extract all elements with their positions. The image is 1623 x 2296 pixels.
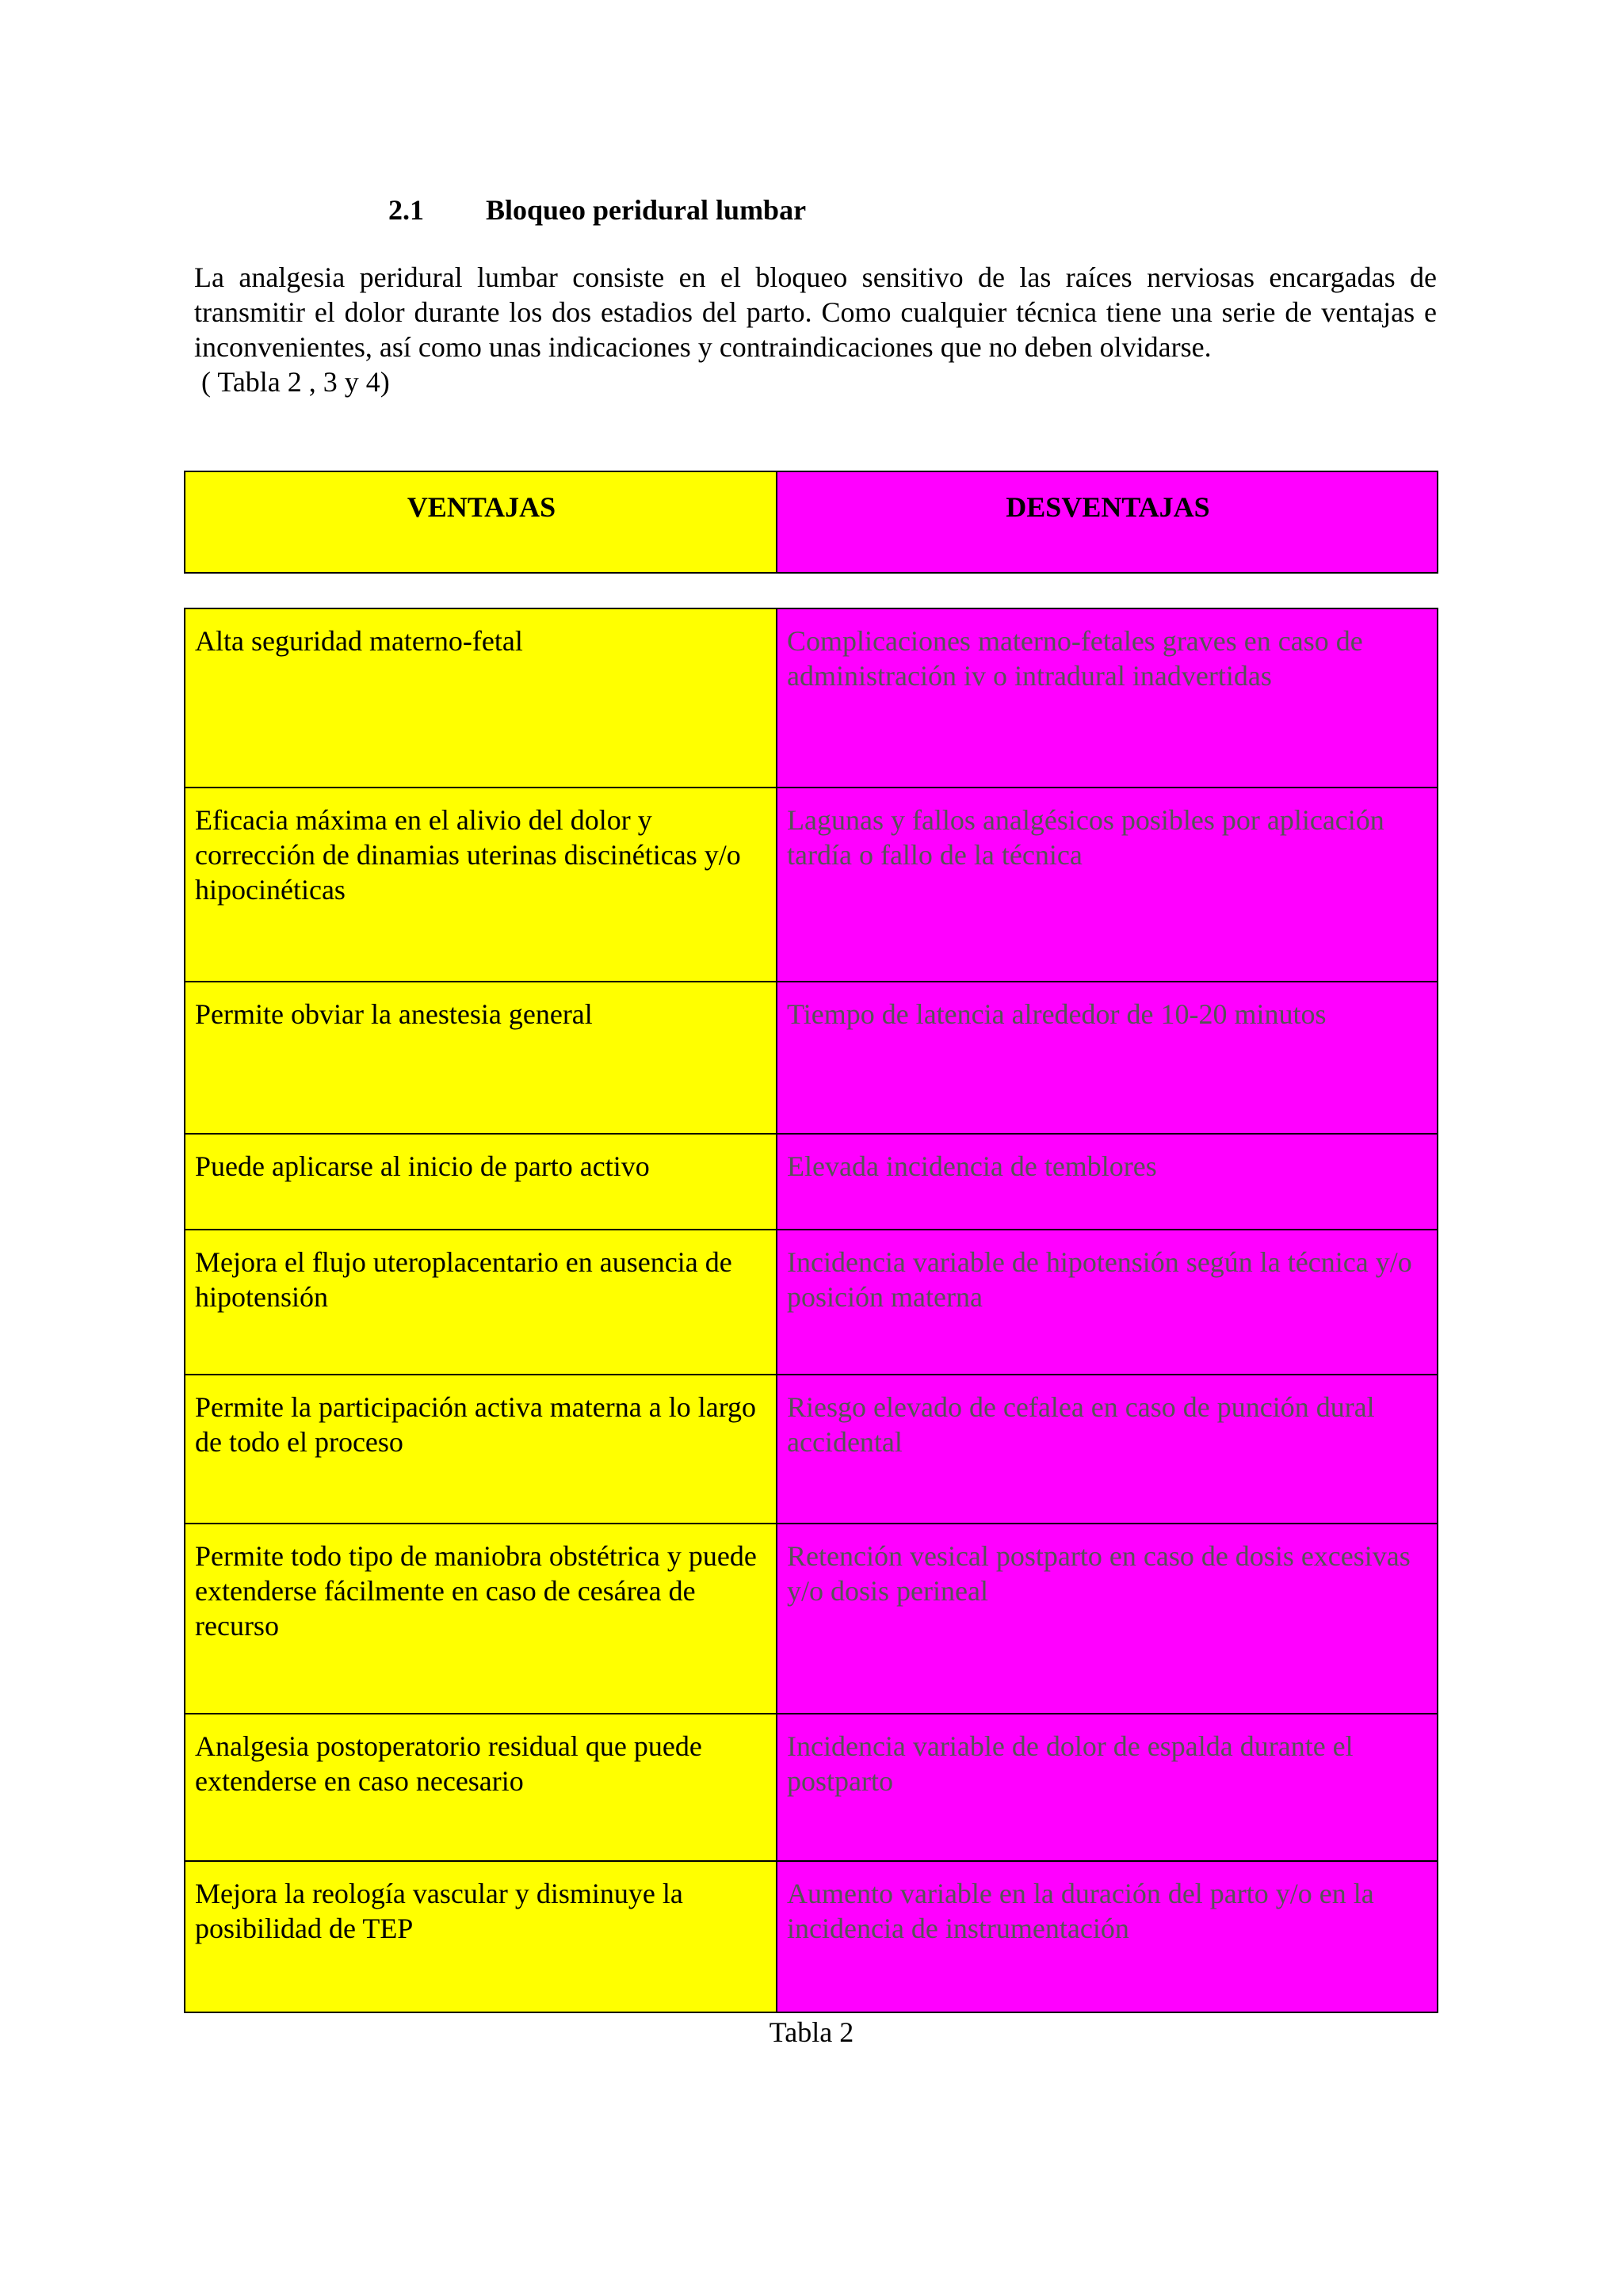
desventaja-cell: Retención vesical postparto en caso de dosis excesivas y/o dosis perineal <box>777 1524 1438 1714</box>
table-row <box>185 788 1438 982</box>
ventaja-cell: Alta seguridad materno-fetal <box>185 608 777 788</box>
ventaja-cell: Puede aplicarse al inicio de parto activo <box>185 1134 777 1230</box>
desventaja-cell: Tiempo de latencia alrededor de 10-20 minutos <box>777 982 1438 1134</box>
table-caption: Tabla 2 <box>769 2016 854 2048</box>
header-row <box>185 471 1438 573</box>
header-ventajas: VENTAJAS <box>185 471 777 573</box>
table-row <box>185 1714 1438 1861</box>
ventaja-cell: Permite obviar la anestesia general <box>185 982 777 1134</box>
desventaja-cell: Lagunas y fallos analgésicos posibles por aplicación tardía o fallo de la técnica <box>777 788 1438 982</box>
desventaja-cell: Incidencia variable de dolor de espalda durante el postparto <box>777 1714 1438 1861</box>
desventaja-cell: Riesgo elevado de cefalea en caso de punción dural accidental <box>777 1375 1438 1524</box>
intro-paragraph: La analgesia peridural lumbar consiste en el bloqueo sensitivo de las raíces nerviosas encargadas de transmitir el dolor durante los dos estadios del parto. Como cualquier técnica tiene una serie de ventajas e inconvenientes, así como unas indicaciones y contraindicaciones que no deben olvidarse. <box>194 261 1437 363</box>
table-row <box>185 608 1438 788</box>
header-table <box>184 471 1438 574</box>
table-row <box>185 982 1438 1134</box>
section-number: 2.1 <box>388 194 424 226</box>
desventaja-cell: Aumento variable en la duración del parto y/o en la incidencia de instrumentación <box>777 1861 1438 2012</box>
table-row <box>185 1230 1438 1375</box>
table-row <box>185 1524 1438 1714</box>
header-desventajas: DESVENTAJAS <box>777 471 1438 573</box>
ventaja-cell: Permite todo tipo de maniobra obstétrica y puede extenderse fácilmente en caso de cesárea de recurso <box>185 1524 777 1714</box>
table-reference: ( Tabla 2 , 3 y 4) <box>201 366 390 398</box>
ventaja-cell: Mejora el flujo uteroplacentario en ausencia de hipotensión <box>185 1230 777 1375</box>
section-title: Bloqueo peridural lumbar <box>486 194 807 226</box>
table-row <box>185 1861 1438 2012</box>
ventaja-cell: Analgesia postoperatorio residual que puede extenderse en caso necesario <box>185 1714 777 1861</box>
table-row <box>185 1375 1438 1524</box>
ventaja-cell: Mejora la reología vascular y disminuye la posibilidad de TEP <box>185 1861 777 2012</box>
ventaja-cell: Eficacia máxima en el alivio del dolor y corrección de dinamias uterinas discinéticas y/o hipocinéticas <box>185 788 777 982</box>
desventaja-cell: Complicaciones materno-fetales graves en caso de administración iv o intradural inadvertidas <box>777 608 1438 788</box>
desventaja-cell: Incidencia variable de hipotensión según la técnica y/o posición materna <box>777 1230 1438 1375</box>
section-heading <box>388 193 806 227</box>
ventaja-cell: Permite la participación activa materna a lo largo de todo el proceso <box>185 1375 777 1524</box>
table-row <box>185 1134 1438 1230</box>
comparison-table <box>184 608 1438 2013</box>
desventaja-cell: Elevada incidencia de temblores <box>777 1134 1438 1230</box>
